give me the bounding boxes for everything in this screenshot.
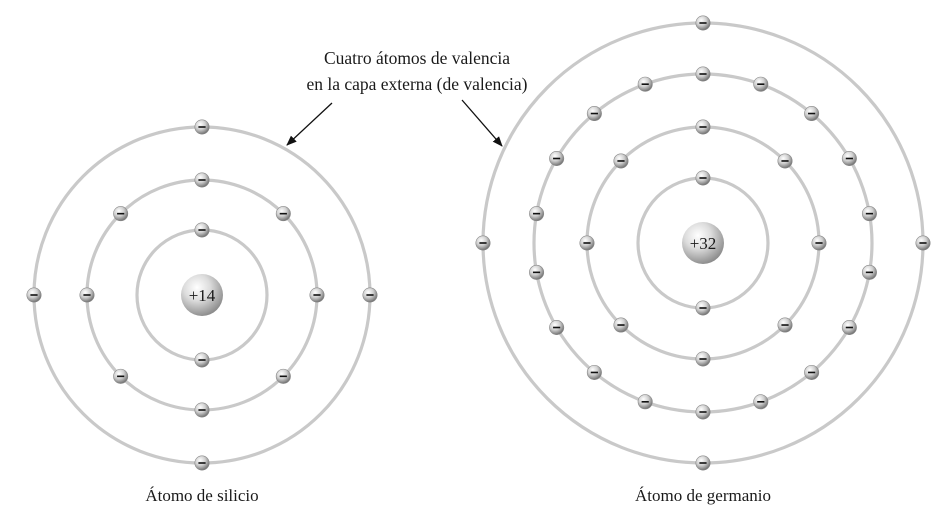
- electron: [276, 206, 290, 220]
- arrow-to-germanium-shell: [462, 100, 502, 146]
- silicon-nucleus-label: +14: [188, 286, 216, 305]
- electron: [614, 318, 628, 332]
- electron: [276, 369, 290, 383]
- callout-line-2: en la capa externa (de valencia): [306, 74, 528, 94]
- electron: [696, 171, 710, 185]
- silicon-nucleus: [181, 274, 223, 316]
- electron: [195, 173, 209, 187]
- arrow-to-silicon-shell: [287, 103, 332, 145]
- electron: [862, 265, 876, 279]
- electron: [195, 456, 209, 470]
- germanium-caption: Átomo de germanio: [635, 486, 771, 505]
- electron: [113, 206, 127, 220]
- electron: [696, 16, 710, 30]
- electron: [195, 120, 209, 134]
- electron: [195, 223, 209, 237]
- electron: [638, 77, 652, 91]
- electron: [804, 106, 818, 120]
- electron: [804, 365, 818, 379]
- electron: [778, 318, 792, 332]
- electron: [476, 236, 490, 250]
- electron: [696, 67, 710, 81]
- electron: [614, 154, 628, 168]
- electron: [195, 403, 209, 417]
- electron: [310, 288, 324, 302]
- silicon-atom: [27, 120, 377, 505]
- silicon-caption: Átomo de silicio: [145, 486, 259, 505]
- electron: [696, 352, 710, 366]
- electron: [363, 288, 377, 302]
- electron: [842, 151, 856, 165]
- electron: [754, 395, 768, 409]
- electron: [80, 288, 94, 302]
- callout-line-1: Cuatro átomos de valencia: [323, 48, 511, 68]
- germanium-nucleus: [682, 222, 724, 264]
- electron: [549, 151, 563, 165]
- electron: [862, 206, 876, 220]
- electron: [27, 288, 41, 302]
- electron: [812, 236, 826, 250]
- valence-callout: [287, 48, 528, 146]
- electron: [696, 120, 710, 134]
- electron: [587, 365, 601, 379]
- electron: [638, 395, 652, 409]
- electron: [529, 265, 543, 279]
- electron: [778, 154, 792, 168]
- germanium-atom: [476, 16, 930, 505]
- electron: [842, 320, 856, 334]
- electron: [113, 369, 127, 383]
- electron: [580, 236, 594, 250]
- electron: [916, 236, 930, 250]
- electron: [195, 353, 209, 367]
- electron: [587, 106, 601, 120]
- electron: [549, 320, 563, 334]
- electron: [696, 301, 710, 315]
- germanium-nucleus-label: +32: [689, 234, 717, 253]
- electron: [754, 77, 768, 91]
- electron: [696, 456, 710, 470]
- electron: [696, 405, 710, 419]
- electron: [529, 206, 543, 220]
